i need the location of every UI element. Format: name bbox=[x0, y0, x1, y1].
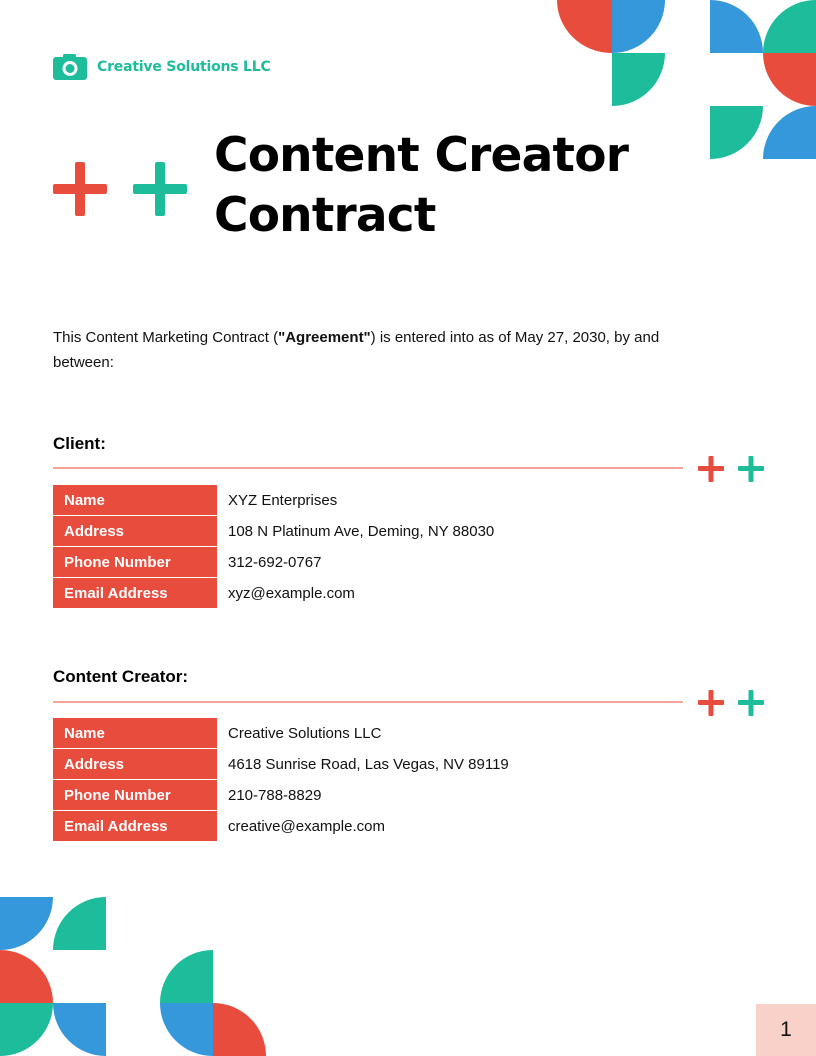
intro-bold: "Agreement" bbox=[278, 329, 371, 346]
document-title bbox=[214, 126, 628, 246]
table-row bbox=[53, 485, 494, 516]
table-row bbox=[53, 547, 494, 578]
row-label: Name bbox=[53, 485, 217, 516]
row-label: Phone Number bbox=[53, 780, 217, 811]
row-label: Address bbox=[53, 749, 217, 780]
row-value: 210-788-8829 bbox=[228, 786, 322, 804]
creator-info-table bbox=[53, 718, 509, 842]
page-number: 1 bbox=[756, 1004, 816, 1056]
row-value: XYZ Enterprises bbox=[228, 491, 338, 509]
plus-icon bbox=[738, 456, 764, 482]
row-value: xyz@example.com bbox=[228, 584, 355, 602]
brand-name: Creative Solutions LLC bbox=[97, 59, 271, 75]
plus-icon bbox=[53, 162, 107, 216]
intro-suffix: ) is entered into as of May 27, 2030, by and between: bbox=[53, 329, 660, 371]
row-value: 312-692-0767 bbox=[228, 553, 322, 571]
client-divider bbox=[53, 467, 683, 469]
row-label: Name bbox=[53, 718, 217, 749]
client-heading: Client: bbox=[53, 434, 106, 453]
intro-prefix: This Content Marketing Contract ( bbox=[53, 329, 279, 346]
camera-icon bbox=[53, 54, 87, 80]
bottom-left-decoration bbox=[0, 897, 270, 1056]
table-row bbox=[53, 578, 494, 609]
table-row bbox=[53, 516, 494, 547]
row-value: Creative Solutions LLC bbox=[228, 724, 382, 742]
row-value: creative@example.com bbox=[228, 817, 385, 835]
plus-icon bbox=[698, 456, 724, 482]
table-row bbox=[53, 780, 509, 811]
row-value: 108 N Platinum Ave, Deming, NY 88030 bbox=[228, 522, 495, 540]
client-info-table bbox=[53, 485, 494, 609]
intro-paragraph bbox=[53, 325, 693, 375]
table-row bbox=[53, 811, 509, 842]
brand bbox=[53, 54, 271, 80]
title-line-1: Content Creator bbox=[214, 128, 629, 183]
table-row bbox=[53, 749, 509, 780]
table-row bbox=[53, 718, 509, 749]
creator-divider bbox=[53, 701, 683, 703]
row-label: Email Address bbox=[53, 811, 217, 842]
creator-heading: Content Creator: bbox=[53, 667, 189, 686]
row-label: Address bbox=[53, 516, 217, 547]
title-line-2: Contract bbox=[214, 188, 436, 243]
plus-icon bbox=[738, 690, 764, 716]
row-value: 4618 Sunrise Road, Las Vegas, NV 89119 bbox=[228, 755, 509, 773]
row-label: Phone Number bbox=[53, 547, 217, 578]
plus-icon bbox=[133, 162, 187, 216]
plus-icon bbox=[698, 690, 724, 716]
row-label: Email Address bbox=[53, 578, 217, 609]
